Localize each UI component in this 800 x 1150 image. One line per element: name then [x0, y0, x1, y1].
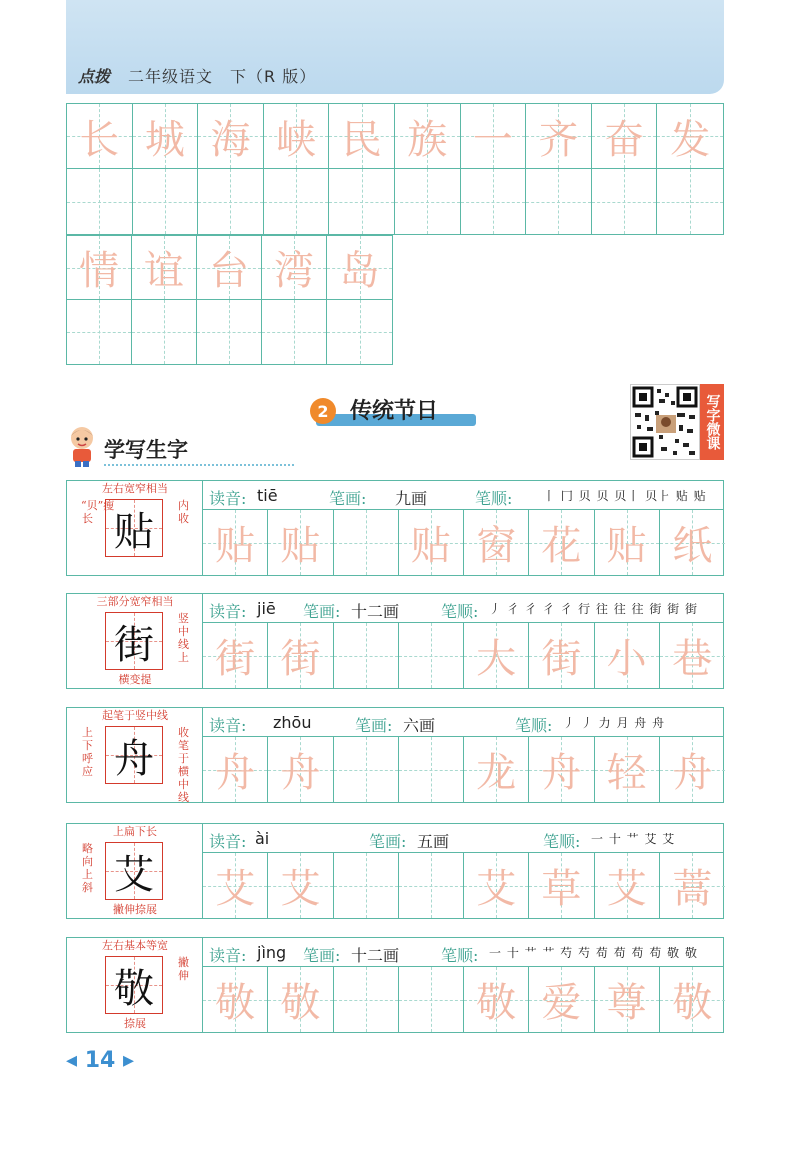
grid-guide: [431, 623, 432, 688]
model-character-panel: [67, 594, 203, 688]
model-character: 敬: [114, 965, 154, 1012]
trace-character: 草: [541, 866, 582, 912]
character-info: [203, 708, 723, 737]
pinyin-value: jìng: [257, 943, 287, 962]
practice-cell[interactable]: [268, 967, 333, 1032]
stroke-order-value: 一 十 艹 艾 艾: [591, 832, 676, 846]
stroke-order-label: 笔顺:: [515, 716, 553, 735]
trace-character: 奋: [604, 116, 645, 163]
practice-cell[interactable]: [399, 853, 464, 918]
section-underline: [104, 464, 294, 466]
model-character: 舟: [114, 735, 154, 782]
stroke-count-label: 笔画:: [303, 946, 341, 965]
model-character-box: [105, 726, 163, 784]
model-character-panel: [67, 938, 203, 1032]
stroke-order-label: 笔顺:: [475, 489, 513, 508]
trace-character: 艾: [476, 866, 517, 912]
practice-cell[interactable]: [529, 737, 594, 802]
trace-character: 蒿: [672, 866, 713, 912]
writing-tip-right: 竖中线上: [178, 612, 189, 664]
review-grid-2: [66, 235, 393, 365]
practice-cell[interactable]: [203, 510, 268, 575]
grid-guide: [690, 169, 691, 234]
model-character-panel: [67, 824, 203, 918]
grid-cell[interactable]: [198, 104, 264, 169]
practice-cell[interactable]: [203, 967, 268, 1032]
trace-character: 艾: [280, 866, 321, 912]
trace-character: 发: [670, 116, 711, 163]
character-info: [203, 481, 723, 510]
stroke-count-value: 十二画: [351, 946, 400, 965]
practice-cell[interactable]: [334, 967, 399, 1032]
trace-character: 花: [541, 523, 582, 569]
grid-guide: [362, 169, 363, 234]
practice-cell[interactable]: [660, 737, 725, 802]
practice-cell[interactable]: [595, 737, 660, 802]
writing-tip-top: 左右基本等宽: [102, 939, 168, 952]
trace-character: 长: [79, 116, 120, 163]
grid-cell[interactable]: [197, 300, 262, 364]
writing-tip-left: 上下呼应: [82, 726, 93, 778]
grid-cell[interactable]: [327, 236, 392, 300]
stroke-count-label: 笔画:: [329, 489, 367, 508]
grid-cell[interactable]: [133, 104, 199, 169]
grid-guide: [99, 300, 100, 364]
grid-cell[interactable]: [329, 104, 395, 169]
stroke-order-label: 笔顺:: [441, 946, 479, 965]
grid-cell[interactable]: [262, 300, 327, 364]
writing-tip-bottom: 横变提: [118, 673, 152, 686]
practice-cells: [203, 853, 723, 918]
writing-tip-right: 撇伸: [178, 956, 189, 982]
practice-cells: [203, 967, 723, 1032]
trace-character: 艾: [606, 866, 647, 912]
pinyin-label: 读音:: [209, 489, 247, 508]
practice-cell[interactable]: [464, 853, 529, 918]
trace-character: 小: [606, 636, 647, 682]
stroke-count-value: 六画: [403, 716, 436, 735]
trace-character: 谊: [144, 248, 184, 294]
writing-tip-bottom: 撇伸捺展: [113, 903, 157, 916]
model-character-panel: [67, 481, 203, 575]
practice-cell[interactable]: [334, 623, 399, 688]
grid-guide: [164, 300, 165, 364]
trace-character: 尊: [606, 980, 647, 1026]
trace-character: 敬: [672, 980, 713, 1026]
trace-character: 贴: [410, 523, 451, 569]
pinyin-label: 读音:: [209, 602, 247, 621]
trace-character: 敬: [215, 980, 256, 1026]
practice-cell[interactable]: [529, 853, 594, 918]
trace-character: 轻: [606, 750, 647, 796]
practice-cell[interactable]: [399, 967, 464, 1032]
model-character-box: [105, 612, 163, 670]
grid-guide: [366, 853, 367, 918]
pinyin-value: zhōu: [273, 713, 312, 732]
practice-cell[interactable]: [660, 510, 725, 575]
trace-character: 舟: [215, 750, 256, 796]
trace-character: 族: [407, 116, 448, 163]
stroke-count-label: 笔画:: [369, 832, 407, 851]
model-character-box: [105, 842, 163, 900]
section-title: 学写生字: [104, 438, 188, 462]
stroke-count-value: 十二画: [351, 602, 400, 621]
grid-cell[interactable]: [197, 236, 262, 300]
writing-tip-left: “贝”瘦长: [81, 499, 115, 525]
trace-character: 舟: [280, 750, 321, 796]
character-row: [66, 823, 724, 919]
trace-character: 齐: [538, 116, 579, 163]
trace-character: 贴: [606, 523, 647, 569]
grid-cell[interactable]: [67, 236, 132, 300]
practice-cell[interactable]: [529, 967, 594, 1032]
stroke-count-value: 九画: [395, 489, 428, 508]
trace-character: 街: [280, 636, 321, 682]
trace-character: 敬: [476, 980, 517, 1026]
pinyin-value: tiē: [257, 486, 278, 505]
grid-guide: [624, 169, 625, 234]
trace-character: 台: [209, 248, 249, 294]
practice-cells: [203, 510, 723, 575]
practice-cell[interactable]: [268, 737, 333, 802]
practice-cell[interactable]: [529, 510, 594, 575]
section-header: [64, 424, 234, 472]
writing-tip-bottom: 捺展: [124, 1017, 146, 1030]
practice-cell[interactable]: [464, 623, 529, 688]
practice-cell[interactable]: [660, 623, 725, 688]
brand-logo: 点拨: [78, 67, 111, 86]
lesson-title-bar: [306, 394, 476, 428]
practice-cell[interactable]: [334, 853, 399, 918]
book-subtitle: 二年级语文 下（R 版）: [128, 67, 317, 86]
grid-cell[interactable]: [526, 169, 592, 234]
grid-guide: [294, 300, 295, 364]
grid-guide: [558, 169, 559, 234]
practice-cell[interactable]: [334, 510, 399, 575]
grid-cell[interactable]: [67, 300, 132, 364]
grid-cell[interactable]: [329, 169, 395, 234]
trace-character: 巷: [672, 636, 713, 682]
qr-code-icon[interactable]: [630, 384, 700, 460]
trace-character: 贴: [215, 523, 256, 569]
lesson-number: 2: [310, 398, 336, 424]
grid-cell[interactable]: [592, 169, 658, 234]
practice-cell[interactable]: [464, 967, 529, 1032]
practice-cell[interactable]: [399, 623, 464, 688]
grid-cell[interactable]: [526, 104, 592, 169]
character-info: [203, 824, 723, 853]
grid-cell[interactable]: [264, 104, 330, 169]
model-character-box: [105, 956, 163, 1014]
grid-guide: [431, 967, 432, 1032]
grid-guide: [366, 737, 367, 802]
trace-character: 情: [79, 248, 119, 294]
character-row: [66, 480, 724, 576]
practice-cell[interactable]: [595, 510, 660, 575]
grid-guide: [99, 169, 100, 234]
model-character: 艾: [114, 851, 154, 898]
character-row: [66, 707, 724, 803]
practice-cells: [203, 737, 723, 802]
grid-cell[interactable]: [657, 169, 723, 234]
grid-cell[interactable]: [132, 300, 197, 364]
stroke-order-label: 笔顺:: [441, 602, 479, 621]
stroke-count-label: 笔画:: [355, 716, 393, 735]
character-row: [66, 593, 724, 689]
practice-cell[interactable]: [399, 510, 464, 575]
trace-character: 一: [472, 116, 513, 163]
writing-tip-top: 左右宽窄相当: [102, 482, 168, 495]
stroke-order-label: 笔顺:: [543, 832, 581, 851]
trace-character: 敬: [280, 980, 321, 1026]
pinyin-value: jiē: [257, 599, 276, 618]
practice-cell[interactable]: [595, 853, 660, 918]
stroke-order-value: 丿 丿 力 月 舟 舟: [563, 716, 666, 730]
review-grid-1: [66, 103, 724, 235]
practice-cell[interactable]: [268, 853, 333, 918]
grid-guide: [366, 623, 367, 688]
practice-cell[interactable]: [268, 623, 333, 688]
grid-cell[interactable]: [395, 104, 461, 169]
trace-character: 贴: [280, 523, 321, 569]
grid-cell[interactable]: [657, 104, 723, 169]
trace-character: 舟: [541, 750, 582, 796]
trace-character: 龙: [476, 750, 517, 796]
model-character: 街: [114, 621, 154, 668]
practice-cell[interactable]: [529, 623, 594, 688]
page-number: ◂ 14 ▸: [66, 1048, 135, 1073]
grid-cell[interactable]: [461, 169, 527, 234]
grid-cell[interactable]: [67, 169, 133, 234]
character-info: [203, 938, 723, 967]
writing-tip-right: 收笔于横中线: [178, 726, 189, 804]
practice-cell[interactable]: [464, 737, 529, 802]
trace-character: 艾: [215, 866, 256, 912]
trace-character: 舟: [672, 750, 713, 796]
pinyin-label: 读音:: [209, 716, 247, 735]
grid-guide: [431, 853, 432, 918]
grid-guide: [296, 169, 297, 234]
model-character-panel: [67, 708, 203, 802]
practice-cell[interactable]: [660, 853, 725, 918]
trace-character: 爱: [541, 980, 582, 1026]
trace-character: 城: [144, 116, 185, 163]
trace-character: 民: [341, 116, 382, 163]
grid-cell[interactable]: [264, 169, 330, 234]
trace-character: 湾: [274, 248, 314, 294]
grid-cell[interactable]: [132, 236, 197, 300]
grid-cell[interactable]: [327, 300, 392, 364]
micro-lesson-tag[interactable]: 写字微课: [700, 384, 724, 460]
grid-cell[interactable]: [198, 169, 264, 234]
trace-character: 峡: [276, 116, 317, 163]
grid-guide: [493, 169, 494, 234]
grid-guide: [366, 510, 367, 575]
trace-character: 岛: [339, 248, 380, 294]
stroke-order-value: 丿 彳 彳 彳 彳 行 往 往 往 街 街 街: [489, 602, 698, 616]
character-row: [66, 937, 724, 1033]
practice-cell[interactable]: [334, 737, 399, 802]
practice-cell[interactable]: [399, 737, 464, 802]
stroke-order-value: 丨 冂 贝 贝 贝丨 贝⺊ 贴 贴: [543, 489, 707, 503]
practice-cell[interactable]: [660, 967, 725, 1032]
grid-cell[interactable]: [133, 169, 199, 234]
practice-cell[interactable]: [595, 967, 660, 1032]
practice-cells: [203, 623, 723, 688]
trace-character: 街: [215, 636, 256, 682]
model-character: 贴: [114, 508, 154, 555]
grid-cell[interactable]: [461, 104, 527, 169]
writing-tip-right: 内收: [178, 499, 189, 525]
pinyin-label: 读音:: [209, 946, 247, 965]
practice-cell[interactable]: [203, 853, 268, 918]
grid-guide: [431, 737, 432, 802]
stroke-count-value: 五画: [417, 832, 450, 851]
writing-tip-top: 三部分宽窄相当: [96, 595, 174, 608]
grid-cell[interactable]: [592, 104, 658, 169]
pinyin-label: 读音:: [209, 832, 247, 851]
trace-character: 窗: [476, 523, 517, 569]
practice-cell[interactable]: [203, 623, 268, 688]
grid-guide: [230, 169, 231, 234]
writing-tip-top: 上扁下长: [113, 825, 157, 838]
stroke-order-value: 一 十 艹 艹 芍 芍 苟 苟 苟 苟 敬 敬: [489, 946, 698, 960]
grid-guide: [165, 169, 166, 234]
trace-character: 海: [210, 116, 251, 163]
page-header: [66, 0, 724, 94]
pinyin-value: ài: [255, 829, 270, 848]
grid-cell[interactable]: [262, 236, 327, 300]
trace-character: 街: [541, 636, 582, 682]
practice-cell[interactable]: [203, 737, 268, 802]
character-info: [203, 594, 723, 623]
lesson-title: 传统节日: [350, 399, 439, 424]
kid-mascot-icon: [64, 424, 100, 468]
grid-cell[interactable]: [67, 104, 133, 169]
writing-tip-top: 起笔于竖中线: [102, 709, 168, 722]
trace-character: 纸: [672, 523, 713, 569]
practice-cell[interactable]: [464, 510, 529, 575]
writing-tip-left: 略向上斜: [82, 842, 93, 894]
grid-guide: [427, 169, 428, 234]
grid-cell[interactable]: [395, 169, 461, 234]
practice-cell[interactable]: [595, 623, 660, 688]
grid-guide: [366, 967, 367, 1032]
stroke-count-label: 笔画:: [303, 602, 341, 621]
grid-guide: [229, 300, 230, 364]
practice-cell[interactable]: [268, 510, 333, 575]
trace-character: 大: [476, 636, 517, 682]
grid-guide: [360, 300, 361, 364]
